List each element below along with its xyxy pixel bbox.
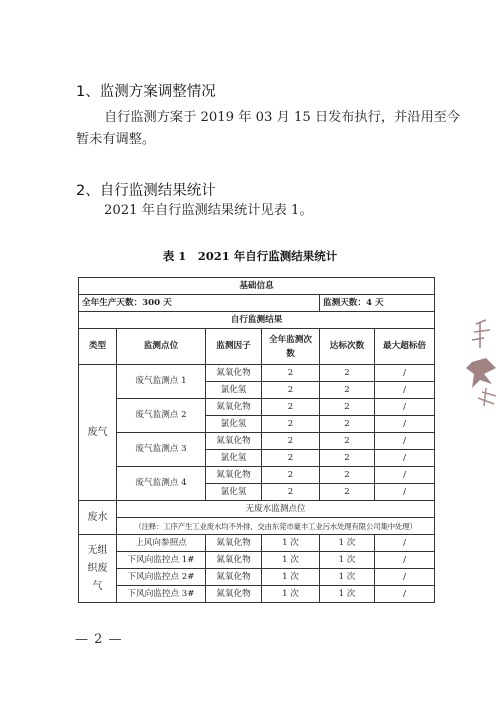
table-cell: 氮氧化物 <box>206 467 262 484</box>
monitoring-days: 监测天数：4 天 <box>320 295 435 312</box>
table-cell: 2 <box>262 399 320 416</box>
table-cell: 2 <box>320 484 375 501</box>
table-cell: 2 <box>262 365 320 382</box>
table-cell: 1 次 <box>262 586 320 603</box>
section2-para: 2021 年自行监测结果统计见表 1。 <box>104 203 313 218</box>
table-cell: / <box>375 586 435 603</box>
table-cell: 上风向参照点 <box>117 535 206 552</box>
table-cell: 氯化氢 <box>206 484 262 501</box>
header-type: 类型 <box>79 329 117 365</box>
table-cell: 2 <box>262 382 320 399</box>
table-cell: / <box>375 416 435 433</box>
table-cell: 2 <box>320 433 375 450</box>
table-cell: 下风向监控点 2# <box>117 569 206 586</box>
table-cell: / <box>375 467 435 484</box>
table-cell: 1 次 <box>320 569 375 586</box>
results-table <box>78 277 435 603</box>
table-cell: 2 <box>320 467 375 484</box>
production-days: 全年生产天数：300 天 <box>79 295 320 312</box>
table-cell: / <box>375 433 435 450</box>
header-count: 全年监测次数 <box>262 329 320 365</box>
table-cell: 氮氧化物 <box>206 365 262 382</box>
waste-water-line1: 无废水监测点位 <box>117 501 435 518</box>
header-factor: 监测因子 <box>206 329 262 365</box>
page-number: — 2 — <box>75 632 123 647</box>
table-cell: / <box>375 399 435 416</box>
table-row: 废气监测点 3 <box>117 433 206 467</box>
waste-water-note: （注释：工序产生工业废水均不外排，交由东莞市豪丰工业污水处理有限公司集中处理） <box>117 518 435 535</box>
table-cell: 1 次 <box>262 552 320 569</box>
table-cell: 2 <box>262 484 320 501</box>
basic-info-title: 基础信息 <box>79 278 435 295</box>
table-cell: / <box>375 569 435 586</box>
table-cell: 氮氧化物 <box>206 433 262 450</box>
table-cell: 氯化氢 <box>206 416 262 433</box>
table-cell: / <box>375 484 435 501</box>
table-row: 废气监测点 4 <box>117 467 206 501</box>
table-cell: 氮氧化物 <box>206 399 262 416</box>
table-row: 废气监测点 1 <box>117 365 206 399</box>
table-cell: / <box>375 552 435 569</box>
section1-heading: 1、监测方案调整情况 <box>76 84 216 100</box>
table-cell: 1 次 <box>262 535 320 552</box>
table-cell: / <box>375 382 435 399</box>
table-cell: 2 <box>320 365 375 382</box>
table-cell: 1 次 <box>262 569 320 586</box>
table-cell: 2 <box>262 450 320 467</box>
table-cell: 氯化氢 <box>206 382 262 399</box>
table-cell: 2 <box>320 450 375 467</box>
table-cell: 2 <box>262 433 320 450</box>
table-caption: 表 1 2021 年自行监测结果统计 <box>162 249 338 263</box>
waste-gas-type: 废气 <box>79 365 117 501</box>
table-cell: 氮氧化物 <box>206 586 262 603</box>
table-cell: 下风向监控点 1# <box>117 552 206 569</box>
section2-heading: 2、自行监测结果统计 <box>76 183 216 199</box>
table-cell: 1 次 <box>320 586 375 603</box>
table-cell: / <box>375 450 435 467</box>
table-row: 废气监测点 2 <box>117 399 206 433</box>
table-cell: / <box>375 365 435 382</box>
seal-stamp-icon <box>466 318 500 408</box>
table-cell: 氮氧化物 <box>206 552 262 569</box>
table-cell: 2 <box>262 467 320 484</box>
results-title: 自行监测结果 <box>79 312 435 329</box>
header-point: 监测点位 <box>117 329 206 365</box>
section1-para-line2: 暂未有调整。 <box>76 132 156 147</box>
table-cell: 2 <box>320 399 375 416</box>
table-cell: 2 <box>320 416 375 433</box>
waste-water-type: 废水 <box>79 501 117 535</box>
table-cell: 氮氧化物 <box>206 535 262 552</box>
section1-para-line1: 自行监测方案于 2019 年 03 月 15 日发布执行，并沿用至今 <box>104 110 461 125</box>
table-cell: 氯化氢 <box>206 450 262 467</box>
table-cell: 1 次 <box>320 535 375 552</box>
table-cell: / <box>375 535 435 552</box>
table-cell: 2 <box>262 416 320 433</box>
table-cell: 2 <box>320 382 375 399</box>
header-max-exceed: 最大超标倍 <box>375 329 435 365</box>
table-cell: 下风向监控点 3# <box>117 586 206 603</box>
table-cell: 1 次 <box>320 552 375 569</box>
fugitive-type: 无组织废气 <box>79 535 117 603</box>
header-compliant: 达标次数 <box>320 329 375 365</box>
table-cell: 氮氧化物 <box>206 569 262 586</box>
